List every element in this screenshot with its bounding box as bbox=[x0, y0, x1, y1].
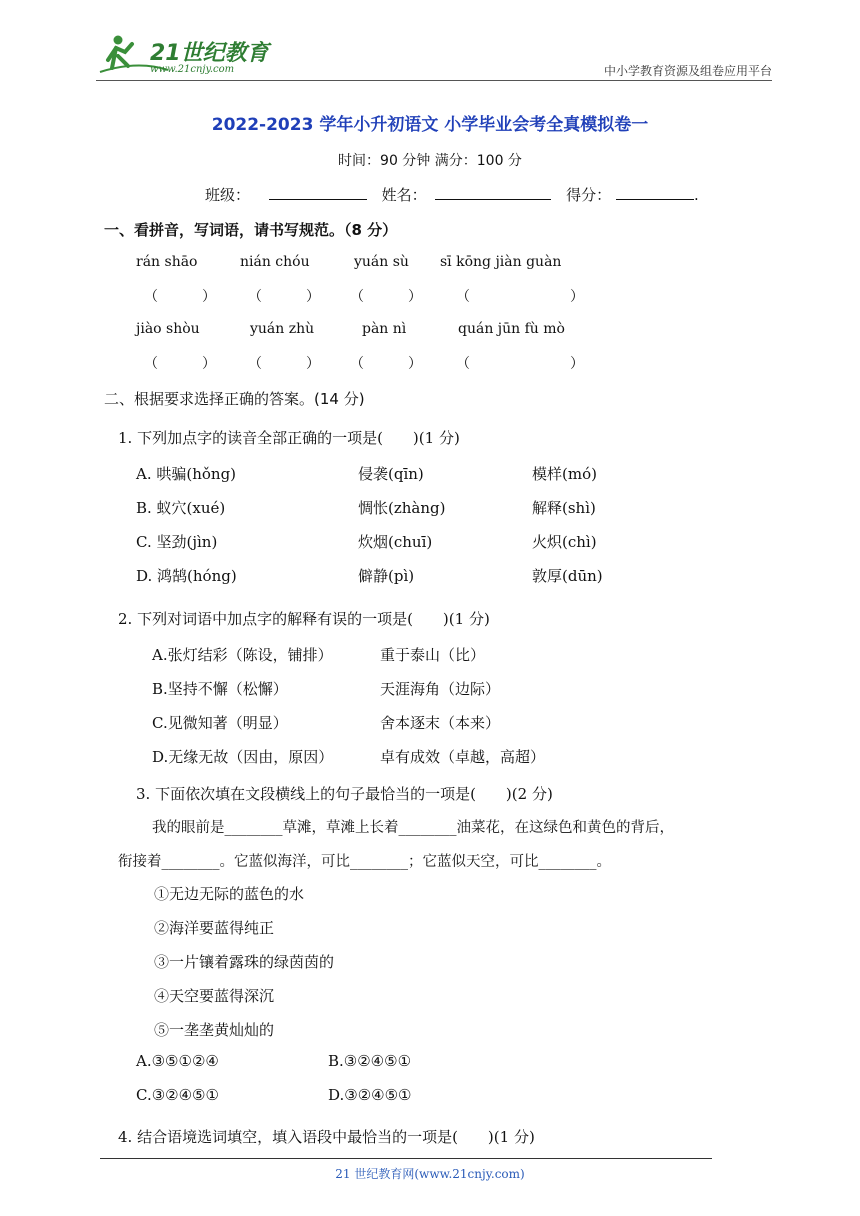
logo-text: 21世纪教育 bbox=[150, 41, 269, 66]
pinyin: yuán sù bbox=[354, 254, 409, 270]
page-title: 2022-2023 学年小升初语文 小学毕业会考全真模拟卷一 bbox=[211, 115, 649, 135]
answer-blank[interactable]: （ ） bbox=[248, 356, 320, 372]
answer-blank[interactable]: （ ） bbox=[144, 289, 216, 305]
header-slogan: 中小学教育资源及组卷应用平台 bbox=[603, 64, 772, 78]
footer-divider bbox=[100, 1158, 712, 1159]
time-score-line: 时间：90 分钟 满分：100 分 bbox=[338, 153, 522, 169]
footer-link[interactable]: 21 世纪教育网(www.21cnjy.com) bbox=[335, 1167, 525, 1181]
q3-item: ①无边无际的蓝色的水 bbox=[154, 885, 305, 903]
question-1-stem: 1. 下列加点字的读音全部正确的一项是( )(1 分) bbox=[118, 429, 460, 447]
q2-option: A.张灯结彩（陈设，铺排） bbox=[152, 646, 333, 664]
pinyin: pàn nì bbox=[362, 321, 407, 337]
answer-blank[interactable]: （ ） bbox=[350, 356, 422, 372]
score-label: 得分： bbox=[566, 186, 612, 204]
class-field[interactable] bbox=[269, 185, 367, 200]
pinyin: yuán zhù bbox=[250, 321, 315, 337]
answer-blank[interactable]: （ ） bbox=[456, 289, 584, 305]
class-label: 班级： bbox=[205, 186, 251, 204]
header-divider bbox=[96, 80, 772, 81]
section1-heading: 一、看拼音，写词语，请书写规范。（8 分） bbox=[104, 221, 398, 239]
q1-option: 敦厚(dūn) bbox=[532, 567, 603, 585]
q1-option: C. 坚劲(jìn) bbox=[136, 533, 218, 551]
question-3-stem: 3. 下面依次填在文段横线上的句子最恰当的一项是( )(2 分) bbox=[136, 785, 553, 803]
q2-option: 卓有成效（卓越，高超） bbox=[380, 748, 546, 766]
logo-url: www.21cnjy.com bbox=[150, 64, 235, 75]
q3-passage-line: 衔接着________。它蓝似海洋，可比________；它蓝似天空，可比________。 bbox=[118, 854, 611, 870]
q1-option: 僻静(pì) bbox=[358, 567, 415, 585]
q1-option: B. 蚁穴(xué) bbox=[136, 499, 226, 517]
question-4-stem: 4. 结合语境选词填空，填入语段中最恰当的一项是( )(1 分) bbox=[118, 1128, 535, 1146]
q2-option: 舍本逐末（本来） bbox=[380, 714, 501, 732]
q2-option: 天涯海角（边际） bbox=[380, 680, 501, 698]
student-info-line bbox=[205, 184, 699, 205]
pinyin: rán shāo bbox=[136, 254, 198, 270]
q3-item: ④天空要蓝得深沉 bbox=[154, 987, 275, 1005]
q1-option: 侵袭(qīn) bbox=[358, 465, 424, 483]
q3-item: ⑤一垄垄黄灿灿的 bbox=[154, 1021, 275, 1039]
q2-option: C.见微知著（明显） bbox=[152, 714, 288, 732]
q3-option: D.③②④⑤① bbox=[328, 1086, 412, 1104]
answer-blank[interactable]: （ ） bbox=[144, 356, 216, 372]
q1-option: D. 鸿鹄(hóng) bbox=[136, 567, 237, 585]
q3-option: C.③②④⑤① bbox=[136, 1086, 219, 1104]
pinyin: sī kōng jiàn guàn bbox=[440, 254, 562, 270]
q3-passage-line: 我的眼前是________草滩，草滩上长着________油菜花，在这绿色和黄色的背后， bbox=[152, 820, 674, 836]
pinyin: quán jūn fù mò bbox=[458, 321, 565, 337]
q3-option: A.③⑤①②④ bbox=[136, 1052, 219, 1070]
q3-option: B.③②④⑤① bbox=[328, 1052, 412, 1070]
pinyin: jiào shòu bbox=[136, 321, 200, 337]
name-label: 姓名： bbox=[381, 186, 427, 204]
answer-blank[interactable]: （ ） bbox=[456, 356, 584, 372]
section2-heading: 二、根据要求选择正确的答案。(14 分) bbox=[104, 390, 365, 408]
answer-blank[interactable]: （ ） bbox=[248, 289, 320, 305]
q2-option: 重于泰山（比） bbox=[380, 646, 486, 664]
q1-option: 炊烟(chuī) bbox=[358, 533, 433, 551]
q1-option: 模样(mó) bbox=[532, 465, 597, 483]
q1-option: 惆怅(zhàng) bbox=[358, 499, 446, 517]
q1-option: A. 哄骗(hǒng) bbox=[136, 465, 237, 483]
q3-item: ③一片镶着露珠的绿茵茵的 bbox=[154, 953, 335, 971]
info-end: . bbox=[693, 186, 699, 204]
q3-item: ②海洋要蓝得纯正 bbox=[154, 919, 275, 937]
q1-option: 解释(shì) bbox=[532, 499, 596, 517]
pinyin: nián chóu bbox=[240, 254, 310, 270]
q1-option: 火炽(chì) bbox=[532, 533, 597, 551]
q2-option: B.坚持不懈（松懈） bbox=[152, 680, 288, 698]
question-2-stem: 2. 下列对词语中加点字的解释有误的一项是( )(1 分) bbox=[118, 610, 490, 628]
answer-blank[interactable]: （ ） bbox=[350, 289, 422, 305]
score-field[interactable] bbox=[616, 185, 694, 200]
name-field[interactable] bbox=[435, 185, 551, 200]
q2-option: D.无缘无故（因由，原因） bbox=[152, 748, 334, 766]
